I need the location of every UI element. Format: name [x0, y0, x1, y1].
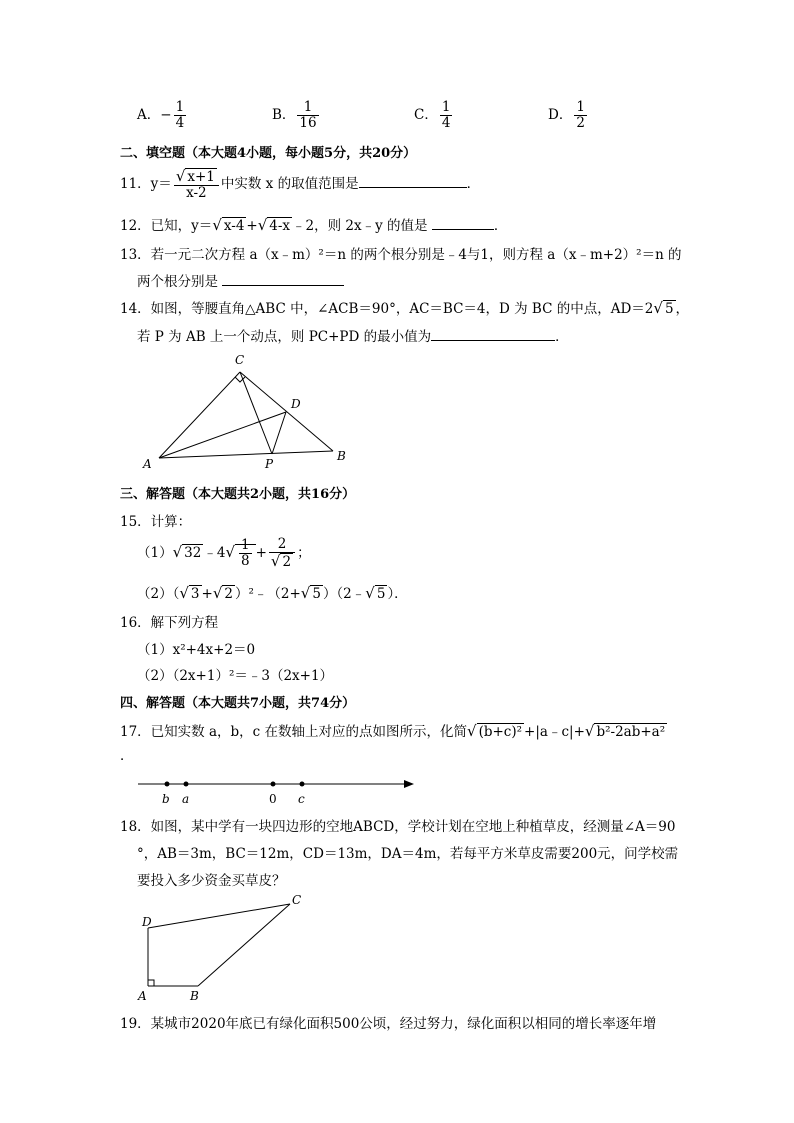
label-c: c — [298, 792, 305, 806]
question-13-line1: 13．若一元二次方程 a（x﹣m）²＝n 的两个根分别是﹣4与1，则方程 a（x﹣m+2）²＝n 的 — [120, 247, 682, 263]
question-18-line1: 18．如图，某中学有一块四边形的空地ABCD，学校计划在空地上种植草皮，经测量∠A＝90 — [120, 819, 676, 835]
question-14-line1: 14．如图，等腰直角△ABC 中，∠ACB＝90°，AC＝BC＝4，D 为 BC 的中点，AD＝2√ 5 ， — [120, 299, 690, 317]
choice-a: A．− $\frac{1}{4}$ — [137, 99, 185, 131]
label-d: D — [291, 397, 301, 411]
label-b: B — [190, 989, 199, 1003]
section-3-heading: 三、解答题（本大题共2小题，共16分） — [120, 487, 356, 502]
question-15-title: 15．计算： — [120, 514, 192, 530]
label-a: A — [143, 457, 152, 471]
question-18-line3: 要投入多少资金买草皮？ — [137, 873, 286, 889]
section-2-heading: 二、填空题（本大题4小题，每小题5分，共20分） — [120, 146, 417, 161]
question-14-line2: 若 P 为 AB 上一个动点，则 PC+PD 的最小值为 ． — [137, 329, 569, 345]
point-c — [300, 782, 305, 787]
point-zero — [271, 782, 276, 787]
question-17: 17．已知实数 a，b，c 在数轴上对应的点如图所示，化简√ (b+c)² +|a﹣c|+√ b²-2ab+a² — [120, 722, 666, 740]
choice-c: C． $\frac{1}{4}$ — [414, 99, 451, 131]
label-a: A — [138, 989, 147, 1003]
label-b: B — [337, 449, 346, 463]
question-15-part2: （2）（√ 3 +√ 2 ）²﹣（2+√ 5 ）（2﹣√ 5 ）． — [137, 584, 408, 602]
choice-b: B． $\frac{1}{16}$ — [272, 99, 317, 131]
label-b: b — [162, 792, 170, 806]
point-b — [165, 782, 170, 787]
question-18-line2: °，AB＝3m，BC＝12m，CD＝13m，DA＝4m，若每平方米草皮需要200元，问学校需 — [137, 846, 679, 862]
label-d: D — [142, 915, 152, 929]
question-15-part1: （1）√ 32 ﹣4√ $\frac{1}{8}$ + $\frac{2}{√ 2}$ ； — [137, 536, 311, 570]
point-a — [184, 782, 189, 787]
choice-d: D． $\frac{1}{2}$ — [548, 99, 585, 131]
question-19-line1: 19．某城市2020年底已有绿化面积500公顷，经过努力，绿化面积以相同的增长率逐年增 — [120, 1016, 657, 1032]
question-16-title: 16．解下列方程 — [120, 615, 219, 631]
number-line — [130, 772, 420, 808]
figure-18-quadrilateral — [130, 890, 310, 1005]
question-13-line2: 两个根分别是 — [137, 270, 344, 290]
question-11: 11．y＝ $\frac{√ x+1}{x-2}$ 中实数 x 的取值范围是 ． — [120, 167, 481, 201]
question-16-part2: （2）（2x+1）²＝﹣3（2x+1） — [137, 668, 334, 684]
label-p: P — [265, 457, 274, 471]
label-c: C — [292, 893, 302, 907]
question-16-part1: （1）x²+4x+2＝0 — [137, 642, 256, 658]
label-a: a — [182, 792, 190, 806]
label-c: C — [235, 353, 245, 367]
section-4-heading: 四、解答题（本大题共7小题，共74分） — [120, 696, 356, 711]
figure-14-triangle — [135, 350, 365, 475]
label-zero: 0 — [269, 792, 277, 806]
question-17-dot: ． — [120, 748, 134, 764]
question-12: 12．已知，y＝√ x-4 +√ 4-x ﹣2，则 2x﹣y 的值是 ． — [120, 216, 508, 234]
